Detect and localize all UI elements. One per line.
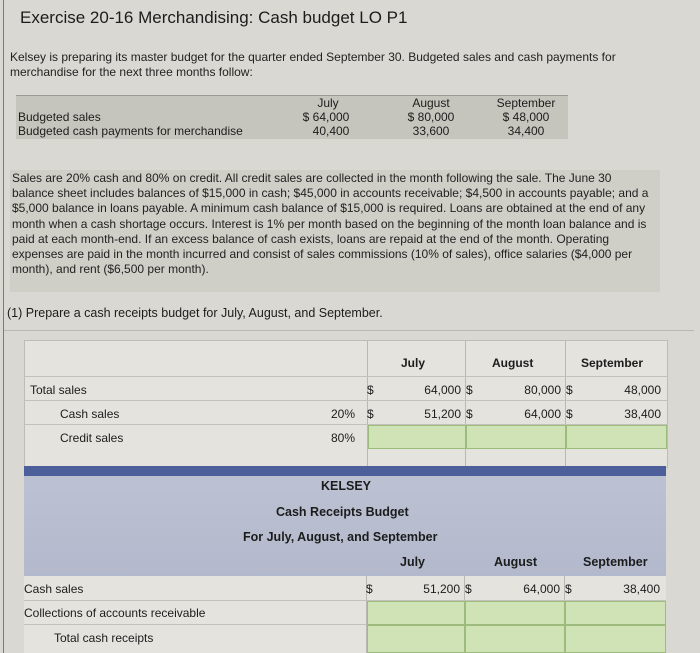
divider <box>4 330 694 331</box>
col-september: September <box>583 555 648 569</box>
cash-sales-july: 51,200 <box>424 407 461 421</box>
budget-period: For July, August, and September <box>243 530 438 544</box>
cash-sales-september: 38,400 <box>623 582 660 596</box>
credit-sales-label: Credit sales <box>60 431 124 445</box>
total-sales-september: 48,000 <box>624 383 661 397</box>
credit-sales-august-input[interactable] <box>466 425 566 449</box>
row-label: Budgeted sales <box>18 110 101 124</box>
collections-label: Collections of accounts receivable <box>24 606 206 620</box>
dollar-sign: $ <box>566 407 573 421</box>
cash-sales-pct: 20% <box>331 407 356 421</box>
credit-sales-september-input[interactable] <box>566 425 667 449</box>
info-text: Sales are 20% cash and 80% on credit. All credit sales are collected in the month following the sale. The June 30 balance sheet includes balances of $15,000 in cash; $45,000 in accounts receivable; $4,500 in accounts payable; and a $5,000 balance in loans payable. A minimum cash balance of $15,000 is required. Loans are obtained at the end of any month when a cash shortage occurs. Interest is 1% per month based on the beginning of the month loan balance and is paid at each month-end. If an excess balance of cash exists, loans are repaid at the end of the month. Operating expenses are paid in the month incurred and consist of sales commissions (10% of sales), office salaries ($4,000 per month), and rent ($6,500 per month). <box>12 171 649 277</box>
col-september: September <box>581 356 644 370</box>
collections-july-input[interactable] <box>367 601 465 625</box>
dollar-sign: $ <box>566 383 573 397</box>
col-july: July <box>401 356 426 370</box>
dollar-sign: $ <box>367 383 374 397</box>
col-july: July <box>400 555 426 569</box>
credit-sales-pct: 80% <box>331 431 356 445</box>
cell-value: 34,400 <box>507 124 545 138</box>
cash-sales-label: Cash sales <box>24 582 84 596</box>
credit-sales-july-input[interactable] <box>368 425 466 449</box>
budget-name: Cash Receipts Budget <box>276 505 409 519</box>
col-july: July <box>317 96 339 110</box>
cell-value: $ 80,000 <box>407 110 455 124</box>
dollar-sign: $ <box>465 582 472 596</box>
total-cash-receipts-label: Total cash receipts <box>54 631 154 645</box>
cell-value: $ 64,000 <box>302 110 350 124</box>
total-sales-label: Total sales <box>30 383 87 397</box>
company-name: KELSEY <box>321 479 372 493</box>
requirement-text: (1) Prepare a cash receipts budget for July, August, and September. <box>7 306 383 320</box>
col-september: September <box>496 96 556 110</box>
cell-value: 40,400 <box>312 124 350 138</box>
cash-sales-august: 64,000 <box>524 407 561 421</box>
col-august: August <box>494 555 538 569</box>
left-border <box>3 0 4 653</box>
dollar-sign: $ <box>466 407 473 421</box>
dollar-sign: $ <box>366 582 373 596</box>
col-august: August <box>492 356 534 370</box>
total-july-input[interactable] <box>367 625 465 653</box>
total-september-input[interactable] <box>565 625 666 653</box>
row-label: Budgeted cash payments for merchandise <box>18 124 243 138</box>
page-title: Exercise 20-16 Merchandising: Cash budget LO P1 <box>20 8 408 27</box>
cash-sales-august: 64,000 <box>523 582 560 596</box>
intro-text: Kelsey is preparing its master budget for the quarter ended September 30. Budgeted sales and cash payments for merchandise for the next three months follow: <box>10 50 616 80</box>
total-sales-july: 64,000 <box>424 383 461 397</box>
dollar-sign: $ <box>367 407 374 421</box>
cash-sales-label: Cash sales <box>60 407 120 421</box>
cell-value: 33,600 <box>412 124 450 138</box>
cash-sales-july: 51,200 <box>423 582 460 596</box>
collections-august-input[interactable] <box>465 601 565 625</box>
grid-line <box>25 376 667 377</box>
dollar-sign: $ <box>565 582 572 596</box>
dollar-sign: $ <box>466 383 473 397</box>
cell-value: $ 48,000 <box>502 110 550 124</box>
collections-september-input[interactable] <box>565 601 666 625</box>
budget-data-table <box>16 95 568 139</box>
cash-receipts-budget-grid <box>24 576 666 653</box>
total-august-input[interactable] <box>465 625 565 653</box>
col-august: August <box>412 96 450 110</box>
worksheet-grid <box>24 340 668 468</box>
header-bar <box>24 466 666 476</box>
total-sales-august: 80,000 <box>524 383 561 397</box>
grid-line <box>25 400 667 401</box>
cash-sales-september: 38,400 <box>624 407 661 421</box>
